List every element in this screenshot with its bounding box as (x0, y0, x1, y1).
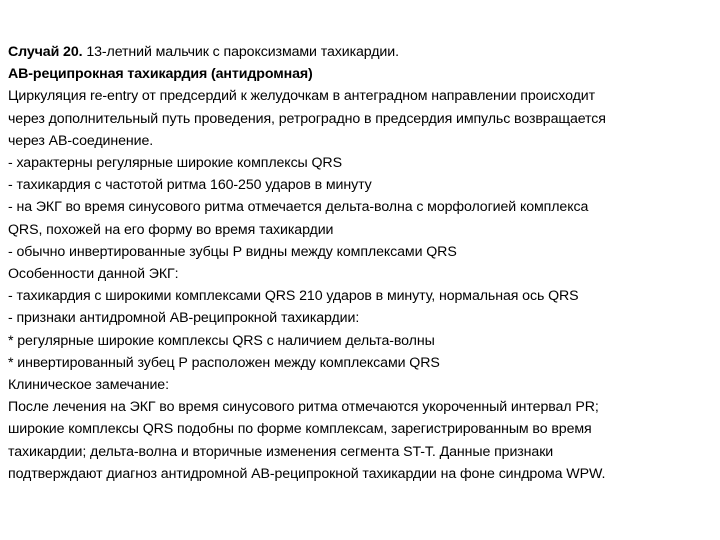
ecg-section-title: Особенности данной ЭКГ: (8, 266, 179, 283)
clinical-line: После лечения на ЭКГ во время синусового ритма отмечаются укороченный интервал PR; (8, 399, 599, 416)
clinical-line: тахикардии; дельта-волна и вторичные изменения сегмента ST-T. Данные признаки (8, 443, 554, 460)
clinical-section-title: Клиническое замечание: (8, 377, 169, 394)
ecg-item: - тахикардия с широкими комплексами QRS 210 ударов в минуту, нормальная ось QRS (8, 288, 579, 305)
feature-line: - на ЭКГ во время синусового ритма отмечается дельта-волна с морфологией комплекса (8, 199, 589, 216)
feature-line: - тахикардия с частотой ритма 160-250 ударов в минуту (8, 177, 372, 194)
ecg-item: * регулярные широкие комплексы QRS с наличием дельта-волны (8, 332, 435, 349)
diagnosis-heading: АВ-реципрокная тахикардия (антидромная) (8, 66, 313, 83)
feature-line: QRS, похожей на его форму во время тахикардии (8, 221, 334, 238)
description-line: Циркуляция re-entry от предсердий к желудочкам в антеградном направлении происходит (8, 88, 595, 105)
feature-line: - обычно инвертированные зубцы Р видны между комплексами QRS (8, 243, 457, 260)
case-title: 13-летний мальчик с пароксизмами тахикардии. (82, 44, 399, 60)
description-line: через АВ-соединение. (8, 132, 154, 149)
clinical-line: подтверждают диагноз антидромной АВ-реципрокной тахикардии на фоне синдрома WPW. (8, 465, 606, 482)
case-title-line (8, 41, 716, 63)
case-number: Случай 20. (8, 44, 83, 60)
ecg-item: - признаки антидромной АВ-реципрокной тахикардии: (8, 310, 360, 327)
feature-line: - характерны регулярные широкие комплексы QRS (8, 155, 342, 172)
ecg-item: * инвертированный зубец Р расположен между комплексами QRS (8, 354, 440, 371)
case-text-block (8, 41, 716, 485)
clinical-line: широкие комплексы QRS подобны по форме комплексам, зарегистрированным во время (8, 421, 592, 438)
description-line: через дополнительный путь проведения, ретроградно в предсердия импульс возвращается (8, 110, 606, 127)
